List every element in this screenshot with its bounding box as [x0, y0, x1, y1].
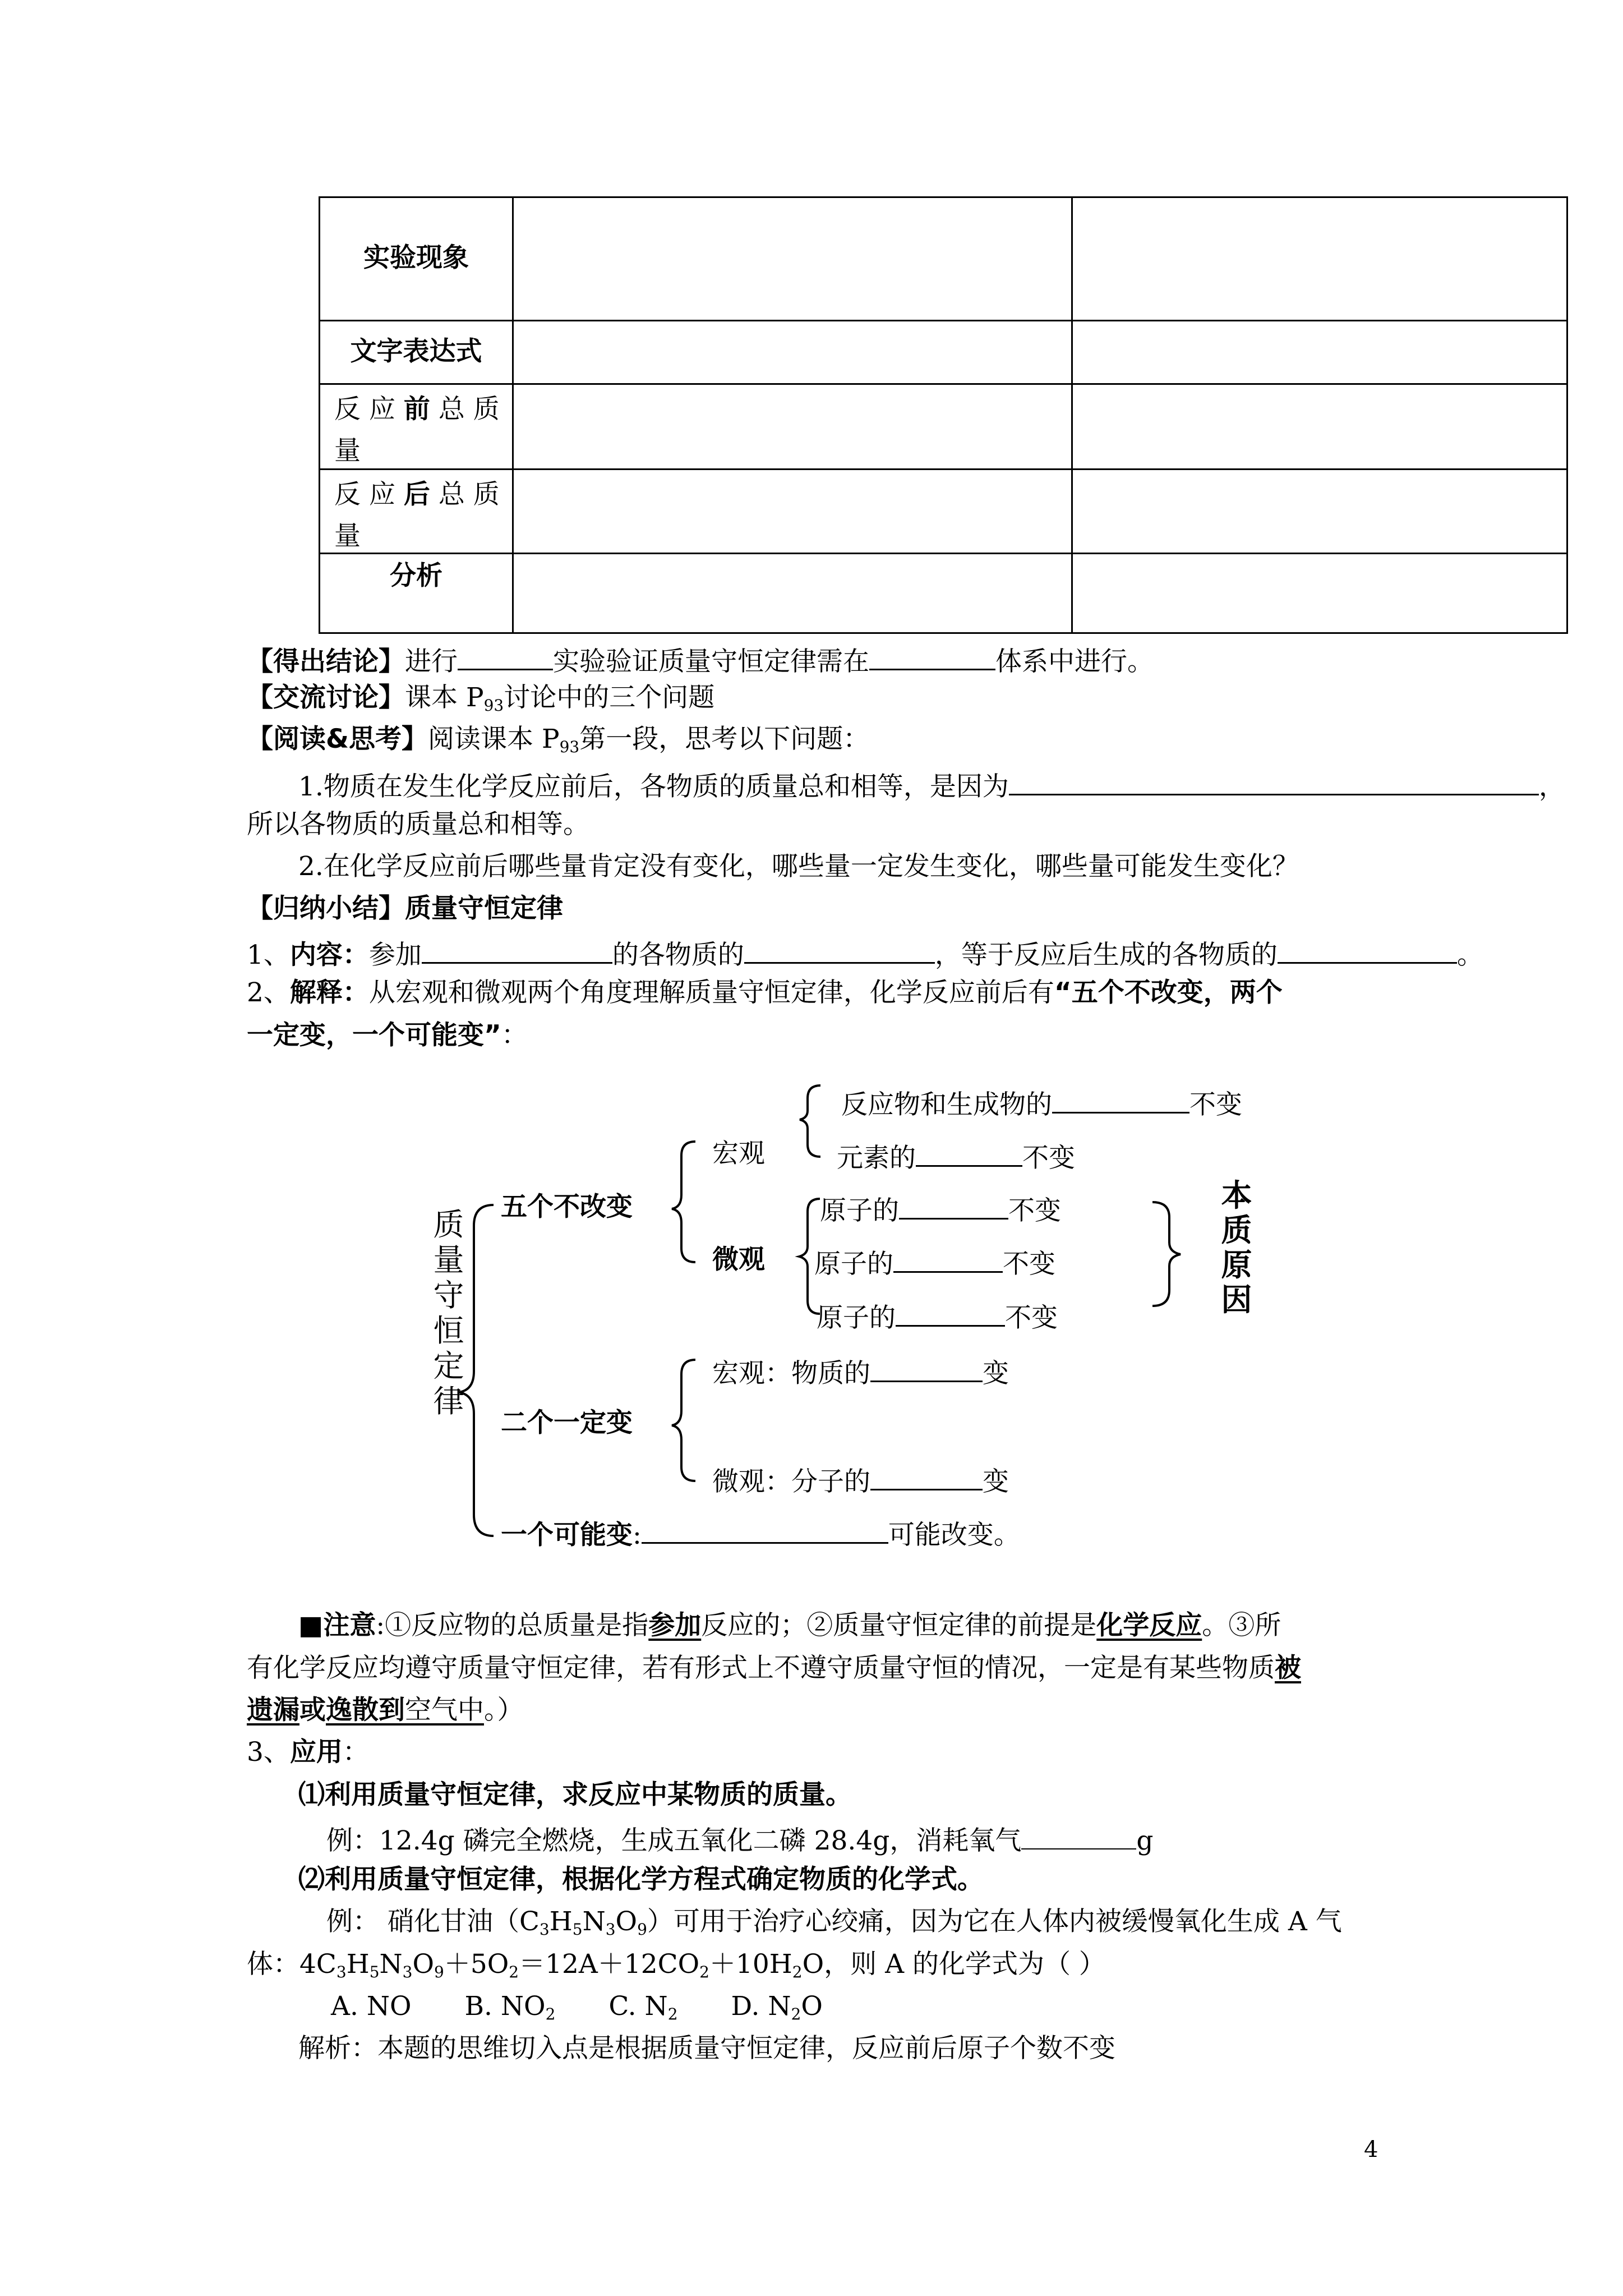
five-brace	[672, 1142, 695, 1262]
micro-item-1: 原子的 不变	[820, 1193, 1061, 1224]
table-row-label: 反 应 前 总 质 量	[334, 394, 500, 466]
micro-item-2: 原子的 不变	[814, 1246, 1055, 1277]
macro-item-2: 元素的 不变	[837, 1140, 1075, 1171]
reading-line: 【阅读&思考】阅读课本 $P_{93}$第一段，思考以下问题：	[247, 724, 870, 756]
option-a: A. NO	[331, 1991, 412, 2022]
two-change-label: 二个一定变	[501, 1407, 633, 1438]
answer-options	[331, 1993, 823, 2022]
summary-heading: 【归纳小结】质量守恒定律	[247, 893, 563, 924]
apply-part-2-example-1: 例： 硝化甘油$(C_3H_5N_3O_9)$可用于治疗心绞痛，因为它在人体内被缓慢氧化生成 A 气	[326, 1906, 1342, 1939]
two-micro-item: 微观：分子的 变	[712, 1464, 1009, 1495]
table-row-label: 文字表达式	[350, 336, 482, 367]
apply-part-2-example-2: 体：$4C_3H_5N_3O_9+5O_2=12A+12CO_2+10H_2O$，则 A 的化学式为（ ）	[247, 1949, 1105, 1981]
page-number: 4	[1364, 2137, 1378, 2162]
explain-line-2: 一定变，一个可能变”：	[247, 1020, 528, 1051]
question-1: 1.物质在发生化学反应前后，各物质的质量总和相等，是因为 ，	[298, 769, 1565, 800]
explain-line: 2、解释：从宏观和微观两个角度理解质量守恒定律，化学反应前后有“五个不改变，两个	[247, 977, 1283, 1008]
question-1-cont: 所以各物质的质量总和相等。	[247, 809, 589, 840]
micro-label: 微观	[712, 1244, 765, 1275]
note-line-3: 遗漏或逸散到空气中。）	[247, 1695, 524, 1726]
conclusion-line: 【得出结论】进行 实验验证质量守恒定律需在 体系中进行。	[247, 644, 1154, 675]
analysis-line: 解析：本题的思维切入点是根据质量守恒定律，反应前后原子个数不变	[298, 2033, 1115, 2064]
macro-label: 宏观	[712, 1138, 765, 1169]
micro-item-3: 原子的 不变	[817, 1300, 1058, 1331]
option-d: D. $N_2O$	[731, 1991, 823, 2023]
table-row-label: 分析	[390, 560, 442, 591]
two-brace	[672, 1360, 695, 1481]
macro-item-1: 反应物和生成物的 不变	[841, 1087, 1242, 1118]
note-line-1: ■注意:①反应物的总质量是指参加反应的；②质量守恒定律的前提是化学反应。③所	[298, 1610, 1281, 1641]
content-line: 1、内容：参加 的各物质的 ，等于反应后生成的各物质的 。	[247, 937, 1483, 968]
table-row-label: 实验现象	[363, 242, 469, 273]
apply-part-1-example: 例：12.4g 磷完全燃烧，生成五氧化二磷 28.4g，消耗氧气 g	[326, 1824, 1153, 1854]
apply-part-1-title: ⑴利用质量守恒定律，求反应中某物质的质量。	[298, 1779, 852, 1810]
one-possible-change: 一个可能变: 可能改变。	[501, 1517, 1020, 1548]
option-c: C. $N_2$	[608, 1991, 678, 2023]
table-row-label: 反 应 后 总 质 量	[334, 479, 500, 551]
two-macro-item: 宏观：物质的 变	[712, 1356, 1009, 1387]
apply-heading: 3、应用：	[247, 1737, 369, 1768]
essence-label: 本 质 原 因	[1221, 1177, 1252, 1318]
apply-part-2-title: ⑵利用质量守恒定律，根据化学方程式确定物质的化学式。	[298, 1864, 984, 1895]
note-line-2: 有化学反应均遵守质量守恒定律，若有形式上不遵守质量守恒的情况，一定是有某些物质被	[247, 1653, 1301, 1683]
essence-brace	[1152, 1202, 1181, 1306]
five-no-change-label: 五个不改变	[501, 1191, 633, 1222]
discussion-line: 【交流讨论】课本 $P_{93}$讨论中的三个问题	[247, 682, 715, 715]
question-2: 2.在化学反应前后哪些量肯定没有变化，哪些量一定发生变化，哪些量可能发生变化？	[298, 851, 1299, 882]
macro-brace	[800, 1085, 820, 1157]
option-b: B. $NO_2$	[464, 1991, 556, 2023]
diagram-root-label: 质 量 守 恒 定 律	[433, 1207, 464, 1419]
